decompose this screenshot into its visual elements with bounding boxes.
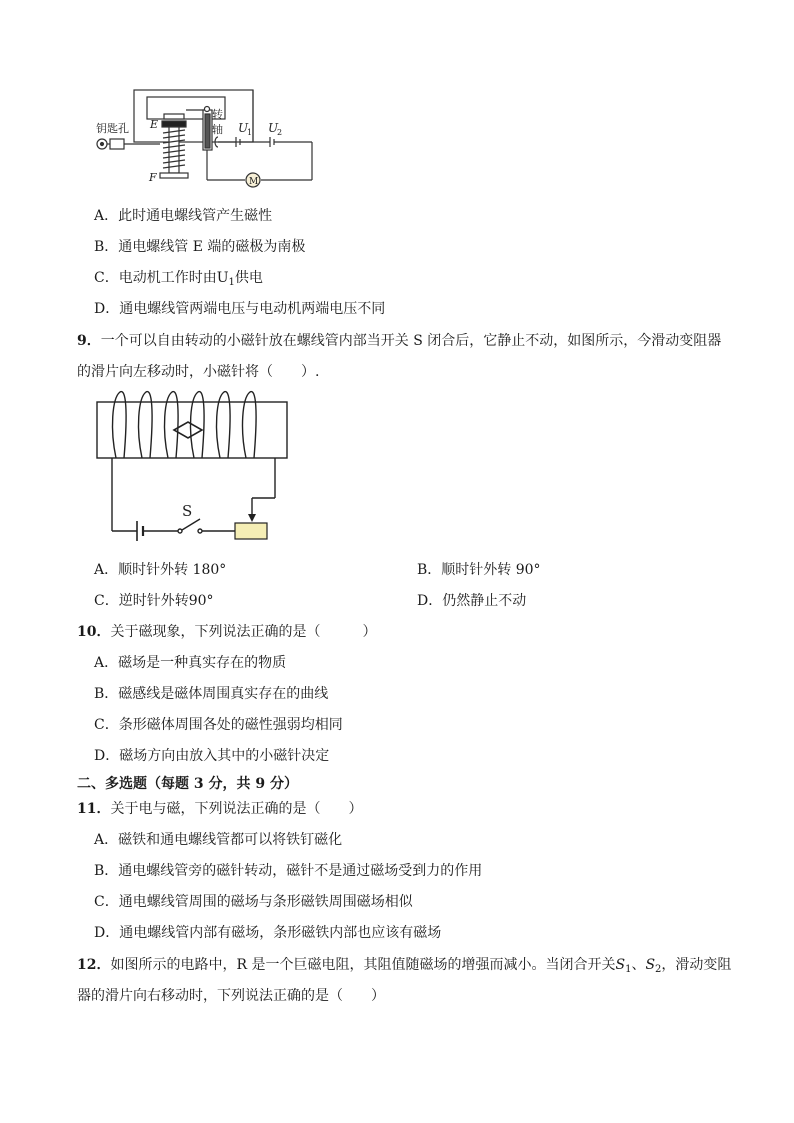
q10-stem (77, 623, 376, 641)
q11-option-d: D．通电螺线管内部有磁场，条形磁铁内部也应该有磁场 (94, 925, 442, 941)
section-title: 二、多选题（每题 3 分，共 9 分） (77, 776, 298, 792)
u1-sub-label: 1 (247, 128, 253, 137)
q9-stem-line1 (77, 332, 721, 350)
axis-label-1: 转 (212, 108, 223, 121)
q9-number: 9． (77, 333, 101, 349)
q9-option-b: B．顺时针外转 90° (417, 562, 541, 578)
q11-number: 11． (77, 801, 111, 817)
solenoid-circuit-diagram (92, 390, 292, 546)
u2-sub-label: 2 (277, 128, 283, 137)
q11-stem (77, 800, 362, 818)
u2-label: U (268, 121, 279, 135)
q11-option-a: A．磁铁和通电螺线管都可以将铁钉磁化 (94, 832, 343, 848)
q12-s2: S (645, 957, 656, 973)
q10-stem-text: 关于磁现象，下列说法正确的是（ ） (110, 624, 377, 640)
q12-stem-text-a: 如图所示的电路中，R 是一个巨磁电阻，其阻值随磁场的增强而减小。当闭合开关 (110, 957, 616, 973)
q12-sep: 、 (631, 957, 646, 973)
q12-stem-text-b: ，滑动变阻 (661, 957, 732, 973)
q12-stem-line1 (77, 956, 731, 979)
q12-s2-sub: 2 (655, 964, 662, 975)
q9-option-c: C．逆时针外转90° (94, 593, 214, 609)
q11-option-c: C．通电螺线管周围的磁场与条形磁铁周围磁场相似 (94, 894, 413, 910)
relay-circuit-diagram (90, 88, 330, 188)
q12-s1: S (615, 957, 626, 973)
q10-option-a: A．磁场是一种真实存在的物质 (94, 655, 287, 671)
q12-number: 12． (77, 957, 111, 973)
q9-stem-line2: 的滑片向左移动时，小磁针将（ ）. (77, 364, 320, 380)
q12-s1-sub: 1 (625, 964, 632, 975)
q8-option-c (94, 269, 263, 292)
q8-option-b: B．通电螺线管 E 端的磁极为南极 (94, 239, 306, 255)
q9-option-a: A．顺时针外转 180° (94, 562, 227, 578)
q8-option-d: D．通电螺线管两端电压与电动机两端电压不同 (94, 301, 386, 317)
q8-option-c-tail: 供电 (234, 270, 263, 286)
keyhole-label: 钥匙孔 (96, 122, 129, 135)
q11-option-b: B．通电螺线管旁的磁针转动，磁针不是通过磁场受到力的作用 (94, 863, 483, 879)
q10-option-d: D．磁场方向由放入其中的小磁针决定 (94, 748, 330, 764)
q8-option-c-text: C．电动机工作时由 (94, 270, 217, 286)
u1-label: U (238, 121, 249, 135)
switch-s-label: S (182, 502, 193, 520)
q10-option-c: C．条形磁体周围各处的磁性强弱均相同 (94, 717, 343, 733)
sliding-rheostat (235, 523, 267, 539)
q8-option-c-sub: 1 (228, 277, 235, 288)
q12-stem-line2: 器的滑片向右移动时，下列说法正确的是（ ） (77, 988, 385, 1004)
q9-stem-text: 一个可以自由转动的小磁针放在螺线管内部当开关 S 闭合后，它静止不动，如图所示，今滑动变阻器 (100, 333, 722, 349)
q10-number: 10． (77, 624, 111, 640)
q11-stem-text: 关于电与磁，下列说法正确的是（ ） (110, 801, 363, 817)
q8-option-a: A．此时通电螺线管产生磁性 (94, 208, 273, 224)
pole-e-label: E (150, 118, 159, 131)
slider-arrow-icon (248, 514, 256, 522)
q8-option-c-var: U (216, 270, 229, 286)
q9-option-d: D．仍然静止不动 (417, 593, 527, 609)
motor-label: M (249, 177, 259, 187)
pole-f-label: F (149, 171, 157, 184)
q10-option-b: B．磁感线是磁体周围真实存在的曲线 (94, 686, 329, 702)
axis-label-2: 轴 (212, 123, 223, 136)
